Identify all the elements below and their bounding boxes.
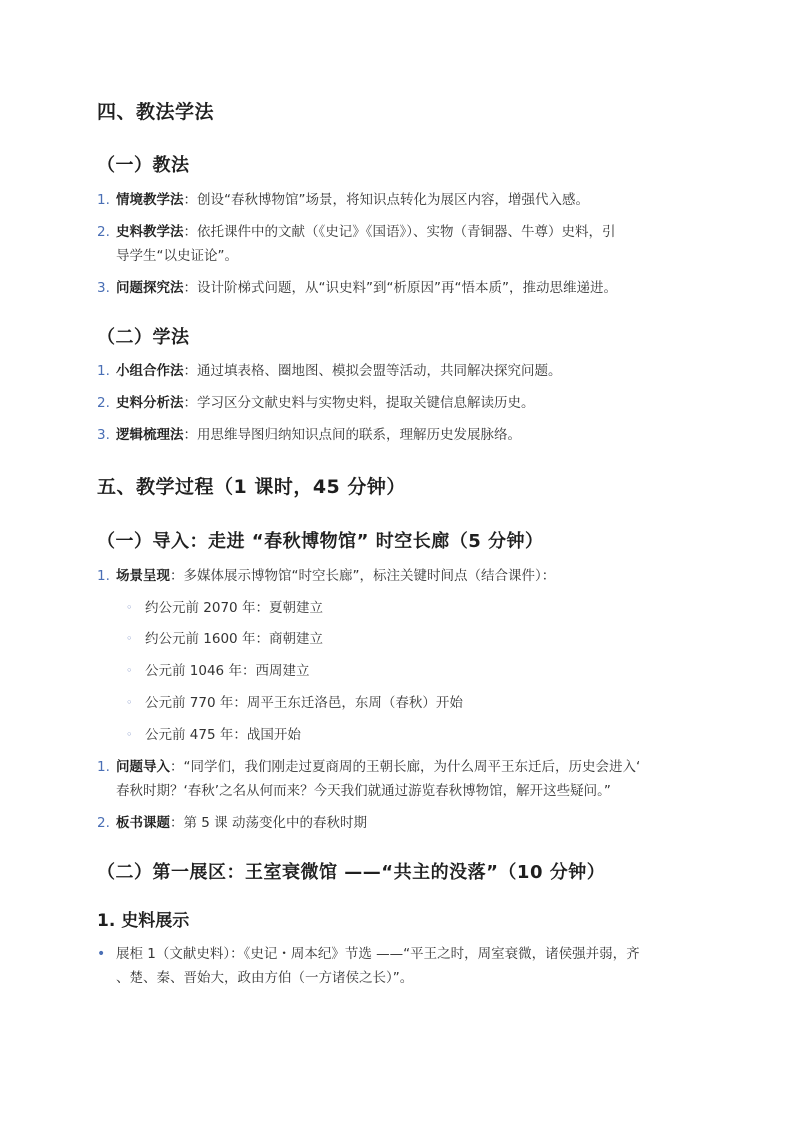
item-text: ：多媒体展示博物馆“时空长廊”，标注关键时间点（结合课件）：: [170, 568, 556, 584]
item-label: 问题探究法: [116, 280, 184, 296]
list-item: [116, 391, 535, 415]
hall1-heading: （二）第一展区：王室衰微馆 ——“共主的没落”（10 分钟）: [97, 862, 606, 883]
item-continuation: 导学生“以史证论”。: [116, 248, 238, 264]
list-number: 2.: [97, 815, 110, 831]
item-label: 板书课题: [116, 815, 170, 831]
list-item: [116, 755, 640, 779]
bullet-icon: ◦: [126, 728, 133, 741]
timeline-item: 约公元前 2070 年：夏朝建立: [145, 600, 323, 616]
subheading: 1. 史料展示: [97, 911, 190, 931]
list-number: 1.: [97, 759, 110, 775]
section-4-heading: 四、教法学法: [97, 101, 215, 123]
timeline-item: 公元前 475 年：战国开始: [145, 727, 301, 743]
item-text: ：学习区分文献史料与实物史料，提取关键信息解读历史。: [183, 395, 535, 411]
list-item: [116, 564, 555, 588]
list-item: [116, 220, 616, 244]
list-item: 展柜 1（文献史料）：《史记・周本纪》节选 ——“平王之时，周室衰微，诸侯强并弱，齐: [116, 946, 640, 962]
list-number: 2.: [97, 224, 110, 240]
list-number: 2.: [97, 395, 110, 411]
item-label: 史料分析法: [116, 395, 184, 411]
list-item: [116, 423, 521, 447]
list-number: 1.: [97, 363, 110, 379]
list-item: [116, 359, 562, 383]
item-text: ：依托课件中的文献（《史记》《国语》）、实物（青铜器、牛尊）史料，引: [183, 224, 616, 240]
item-continuation: 春秋时期？‘春秋’之名从何而来？今天我们就通过游览春秋博物馆，解开这些疑问。”: [116, 783, 611, 799]
item-text: ：用思维导图归纳知识点间的联系，理解历史发展脉络。: [183, 427, 521, 443]
item-label: 逻辑梳理法: [116, 427, 184, 443]
list-item: [116, 811, 367, 835]
item-text: ：创设“春秋博物馆”场景，将知识点转化为展区内容，增强代入感。: [183, 192, 589, 208]
list-item: [116, 188, 589, 212]
learning-methods-heading: （二）学法: [97, 327, 190, 348]
section-5-heading: 五、教学过程（1 课时，45 分钟）: [97, 476, 406, 498]
item-label: 场景呈现: [116, 568, 170, 584]
bullet-icon: ◦: [126, 601, 133, 614]
item-text: ：“同学们，我们刚走过夏商周的王朝长廊，为什么周平王东迁后，历史会进入‘: [170, 759, 641, 775]
item-label: 情境教学法: [116, 192, 184, 208]
list-item: [116, 276, 617, 300]
timeline-item: 公元前 770 年：周平王东迁洛邑，东周（春秋）开始: [145, 695, 463, 711]
timeline-item: 约公元前 1600 年：商朝建立: [145, 631, 323, 647]
teaching-methods-heading: （一）教法: [97, 155, 190, 176]
list-number: 1.: [97, 568, 110, 584]
item-text: ：通过填表格、圈地图、模拟会盟等活动，共同解决探究问题。: [183, 363, 562, 379]
item-text: ：第 5 课 动荡变化中的春秋时期: [170, 815, 367, 831]
item-text: ：设计阶梯式问题，从“识史料”到“析原因”再“悟本质”，推动思维递进。: [183, 280, 617, 296]
item-continuation: 、楚、秦、晋始大，政由方伯（一方诸侯之长）”。: [116, 970, 414, 986]
list-number: 3.: [97, 427, 110, 443]
intro-heading: （一）导入：走进 “春秋博物馆” 时空长廊（5 分钟）: [97, 531, 544, 552]
timeline-item: 公元前 1046 年：西周建立: [145, 663, 310, 679]
bullet-icon: •: [97, 946, 106, 962]
bullet-icon: ◦: [126, 664, 133, 677]
item-label: 史料教学法: [116, 224, 184, 240]
bullet-icon: ◦: [126, 632, 133, 645]
item-label: 小组合作法: [116, 363, 184, 379]
bullet-icon: ◦: [126, 696, 133, 709]
list-number: 1.: [97, 192, 110, 208]
list-number: 3.: [97, 280, 110, 296]
item-label: 问题导入: [116, 759, 170, 775]
